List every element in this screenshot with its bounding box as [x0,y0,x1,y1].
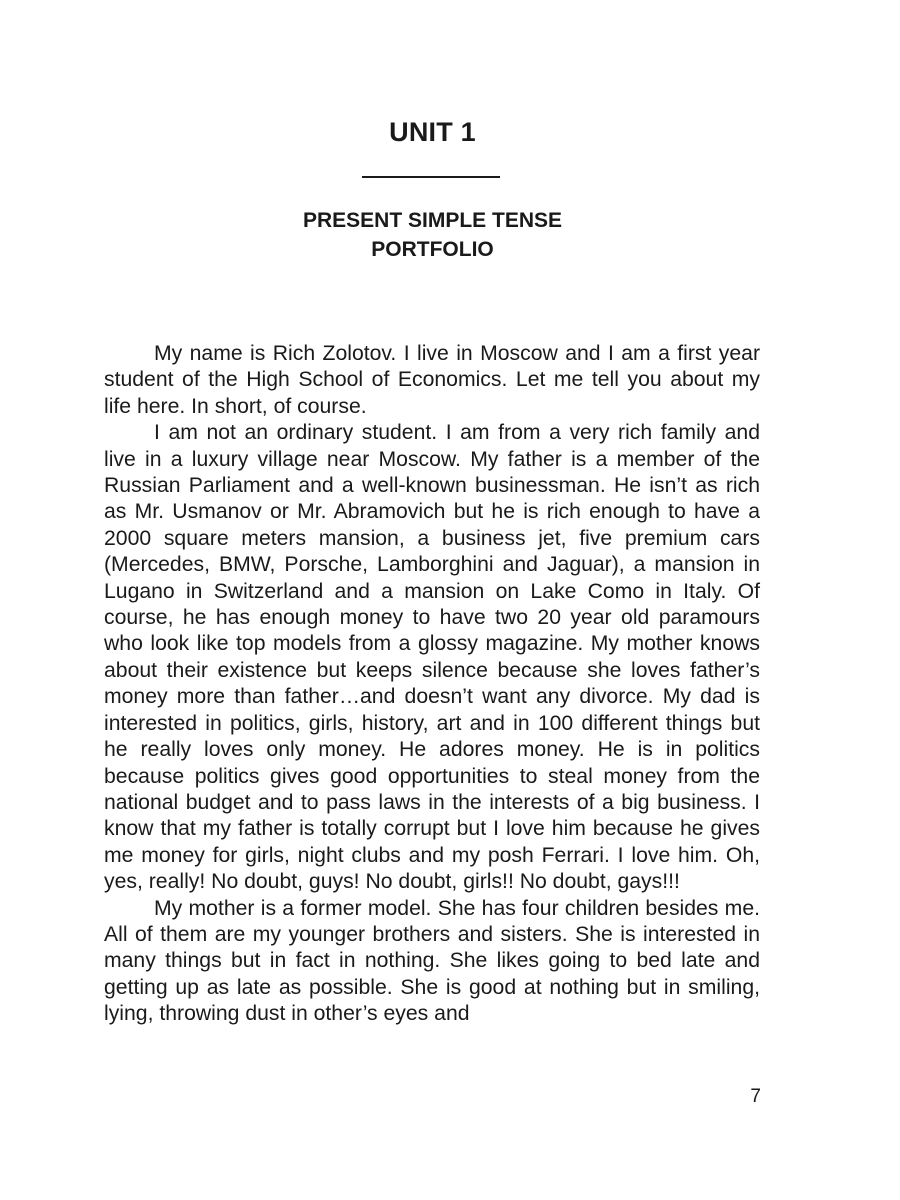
paragraph: I am not an ordinary student. I am from a very rich family and live in a luxury village near Moscow. My father is a member of the Russian Parliament and a well-known businessman. He isn’t as rich as Mr. Usmanov or Mr. Abramovich but he is rich enough to have a 2000 square meters mansion, a business jet, five premium cars (Mercedes, BMW, Porsche, Lamborghini and Jaguar), a mansion in Lugano in Switzerland and a mansion on Lake Como in Italy. Of course, he has enough money to have two 20 year old paramours who look like top models from a glossy magazine. My mother knows about their existence but keeps silence because she loves father’s money more than father…and doesn’t want any divorce. My dad is interested in politics, girls, history, art and in 100 different things but he really loves only money. He adores money. He is in politics because politics gives good opportunities to steal money from the national budget and to pass laws in the interests of a big business. I know that my father is totally corrupt but I love him because he gives me money for girls, night clubs and my posh Ferrari. I love him. Oh, yes, really! No doubt, guys! No doubt, girls!! No doubt, gays!!! [104,421,760,894]
paragraph: My mother is a former model. She has four children besides me. All of them are my younger brothers and sisters. She is interested in many things but in fact in nothing. She likes going to bed late and getting up as late as possible. She is good at nothing but in smiling, lying, throwing dust in other’s eyes and [104,896,760,1026]
body-text [104,341,760,1028]
page-number: 7 [750,1086,761,1107]
title-underline-divider [362,176,500,178]
unit-title: UNIT 1 [389,117,476,147]
section-title-line-1: PRESENT SIMPLE TENSE [302,209,563,232]
section-title-line-2: PORTFOLIO [371,238,494,261]
section-title [0,206,865,264]
paragraph: My name is Rich Zolotov. I live in Moscow and I am a first year student of the High School of Economics. Let me tell you about my life here. In short, of course. [104,342,760,418]
